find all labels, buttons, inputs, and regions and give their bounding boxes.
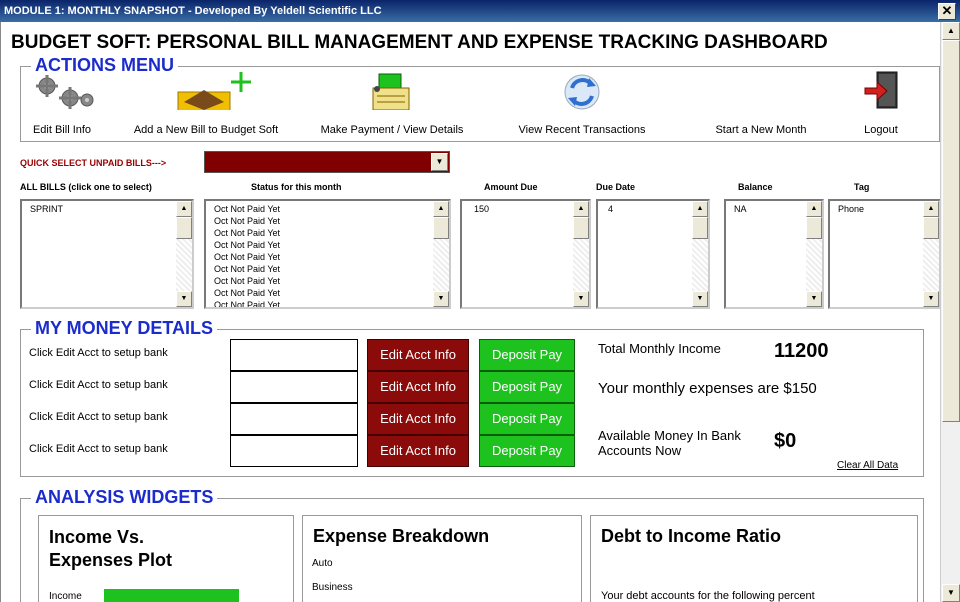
list-item[interactable]: Phone [838, 204, 865, 214]
bank-row-label: Click Edit Acct to setup bank [29, 411, 168, 423]
list-item[interactable]: Oct Not Paid Yet [214, 288, 281, 298]
deposit-pay-button[interactable]: Deposit Pay [479, 339, 575, 371]
list-item[interactable]: 4 [608, 204, 614, 214]
main-client-area [0, 22, 941, 602]
actions-menu-legend: ACTIONS MENU [31, 55, 178, 76]
list-item[interactable]: Oct Not Paid Yet [214, 216, 281, 226]
view-recent-transactions-label: View Recent Transactions [518, 124, 646, 136]
debt-income-ratio-title: Debt to Income Ratio [601, 526, 782, 546]
window-vertical-scrollbar[interactable] [940, 22, 960, 602]
available-money-value: $0 [774, 430, 797, 452]
make-payment-label: Make Payment / View Details [320, 124, 464, 136]
available-money-label [598, 428, 741, 458]
debt-ratio-text: Your debt accounts for the following percent [601, 590, 815, 602]
edit-bill-info-button[interactable] [21, 70, 103, 136]
expense-item-business: Business [312, 582, 353, 593]
bank-account-field[interactable] [230, 371, 358, 403]
view-recent-transactions-button[interactable] [501, 70, 663, 136]
list-item[interactable]: Oct Not Paid Yet [214, 276, 281, 286]
due-date-header: Due Date [596, 182, 636, 192]
total-income-label: Total Monthly Income [598, 341, 721, 356]
deposit-pay-button[interactable]: Deposit Pay [479, 371, 575, 403]
bank-account-field[interactable] [230, 435, 358, 467]
scrollbar[interactable]: ▲ ▼ [176, 201, 192, 307]
income-vs-expenses-widget [38, 515, 294, 602]
income-vs-expenses-title-line1: Income Vs. [49, 527, 145, 547]
total-income-value: 11200 [774, 340, 829, 362]
analysis-widgets-legend: ANALYSIS WIDGETS [31, 487, 217, 508]
money-details-legend: MY MONEY DETAILS [31, 318, 217, 339]
expense-item-auto: Auto [312, 558, 333, 569]
bank-account-field[interactable] [230, 339, 358, 371]
logout-button[interactable] [851, 70, 911, 136]
add-new-bill-button[interactable] [121, 70, 291, 136]
scrollbar[interactable]: ▲ ▼ [923, 201, 939, 307]
clear-all-data-link[interactable]: Clear All Data [837, 460, 899, 471]
start-new-month-button[interactable] [701, 70, 821, 136]
payment-icon [306, 70, 478, 110]
close-icon[interactable]: ✕ [938, 3, 956, 20]
list-item[interactable]: Oct Not Paid Yet [214, 300, 281, 309]
edit-acct-info-button[interactable]: Edit Acct Info [367, 403, 469, 435]
scroll-thumb[interactable] [942, 40, 960, 422]
monthly-expenses-text: Your monthly expenses are $150 [598, 380, 817, 397]
gears-icon [21, 70, 103, 110]
tag-header: Tag [854, 182, 870, 192]
list-item[interactable]: 150 [474, 204, 490, 214]
logout-label: Logout [864, 124, 898, 136]
edit-bill-info-label: Edit Bill Info [32, 124, 92, 136]
refresh-icon [501, 70, 663, 110]
edit-acct-info-button[interactable]: Edit Acct Info [367, 435, 469, 467]
window-titlebar [0, 0, 960, 22]
all-bills-header: ALL BILLS (click one to select) [20, 182, 152, 192]
balance-list[interactable] [724, 199, 824, 309]
scroll-down-icon[interactable]: ▼ [942, 584, 960, 602]
income-bar [104, 589, 239, 602]
scrollbar[interactable]: ▲ ▼ [692, 201, 708, 307]
status-header: Status for this month [251, 182, 342, 192]
expense-breakdown-widget [302, 515, 582, 602]
scrollbar[interactable]: ▲ ▼ [806, 201, 822, 307]
page-title: BUDGET SOFT: PERSONAL BILL MANAGEMENT AND EXPENSE TRACKING DASHBOARD [11, 32, 828, 53]
all-bills-list[interactable] [20, 199, 194, 309]
debt-income-ratio-widget [590, 515, 918, 602]
quick-select-label: QUICK SELECT UNPAID BILLS---> [20, 158, 167, 168]
edit-acct-info-button[interactable]: Edit Acct Info [367, 339, 469, 371]
deposit-pay-button[interactable]: Deposit Pay [479, 435, 575, 467]
scrollbar[interactable]: ▲ ▼ [433, 201, 449, 307]
income-bar-label: Income [49, 591, 82, 602]
available-money-label-line1: Available Money In Bank [598, 428, 741, 443]
list-item[interactable]: Oct Not Paid Yet [214, 240, 281, 250]
list-item[interactable]: NA [734, 204, 747, 214]
bank-account-field[interactable] [230, 403, 358, 435]
logout-icon [851, 70, 911, 110]
bank-row-label: Click Edit Acct to setup bank [29, 347, 168, 359]
add-bill-icon [121, 70, 291, 110]
income-vs-expenses-title-line2: Expenses Plot [49, 550, 173, 570]
list-item[interactable]: Oct Not Paid Yet [214, 252, 281, 262]
quick-select-unpaid-bills-dropdown[interactable] [204, 151, 450, 173]
income-vs-expenses-title [49, 526, 172, 572]
bank-row-label: Click Edit Acct to setup bank [29, 379, 168, 391]
chevron-down-icon[interactable]: ▼ [431, 153, 448, 171]
expense-breakdown-title: Expense Breakdown [313, 526, 490, 546]
new-month-icon [701, 70, 821, 110]
window-title: MODULE 1: MONTHLY SNAPSHOT - Developed By Yeldell Scientific LLC [4, 5, 382, 17]
list-item[interactable]: Oct Not Paid Yet [214, 204, 281, 214]
list-item[interactable]: SPRINT [30, 204, 64, 214]
start-new-month-label: Start a New Month [715, 124, 807, 136]
scrollbar[interactable]: ▲ ▼ [573, 201, 589, 307]
deposit-pay-button[interactable]: Deposit Pay [479, 403, 575, 435]
status-list[interactable] [204, 199, 451, 309]
balance-header: Balance [738, 182, 773, 192]
amount-due-list[interactable] [460, 199, 591, 309]
due-date-list[interactable] [596, 199, 710, 309]
scroll-up-icon[interactable]: ▲ [942, 22, 960, 40]
list-item[interactable]: Oct Not Paid Yet [214, 228, 281, 238]
tag-list[interactable] [828, 199, 941, 309]
list-item[interactable]: Oct Not Paid Yet [214, 264, 281, 274]
bank-row-label: Click Edit Acct to setup bank [29, 443, 168, 455]
amount-due-header: Amount Due [484, 182, 538, 192]
make-payment-button[interactable] [306, 70, 478, 136]
add-new-bill-label: Add a New Bill to Budget Soft [133, 124, 279, 136]
edit-acct-info-button[interactable]: Edit Acct Info [367, 371, 469, 403]
available-money-label-line2: Accounts Now [598, 443, 682, 458]
